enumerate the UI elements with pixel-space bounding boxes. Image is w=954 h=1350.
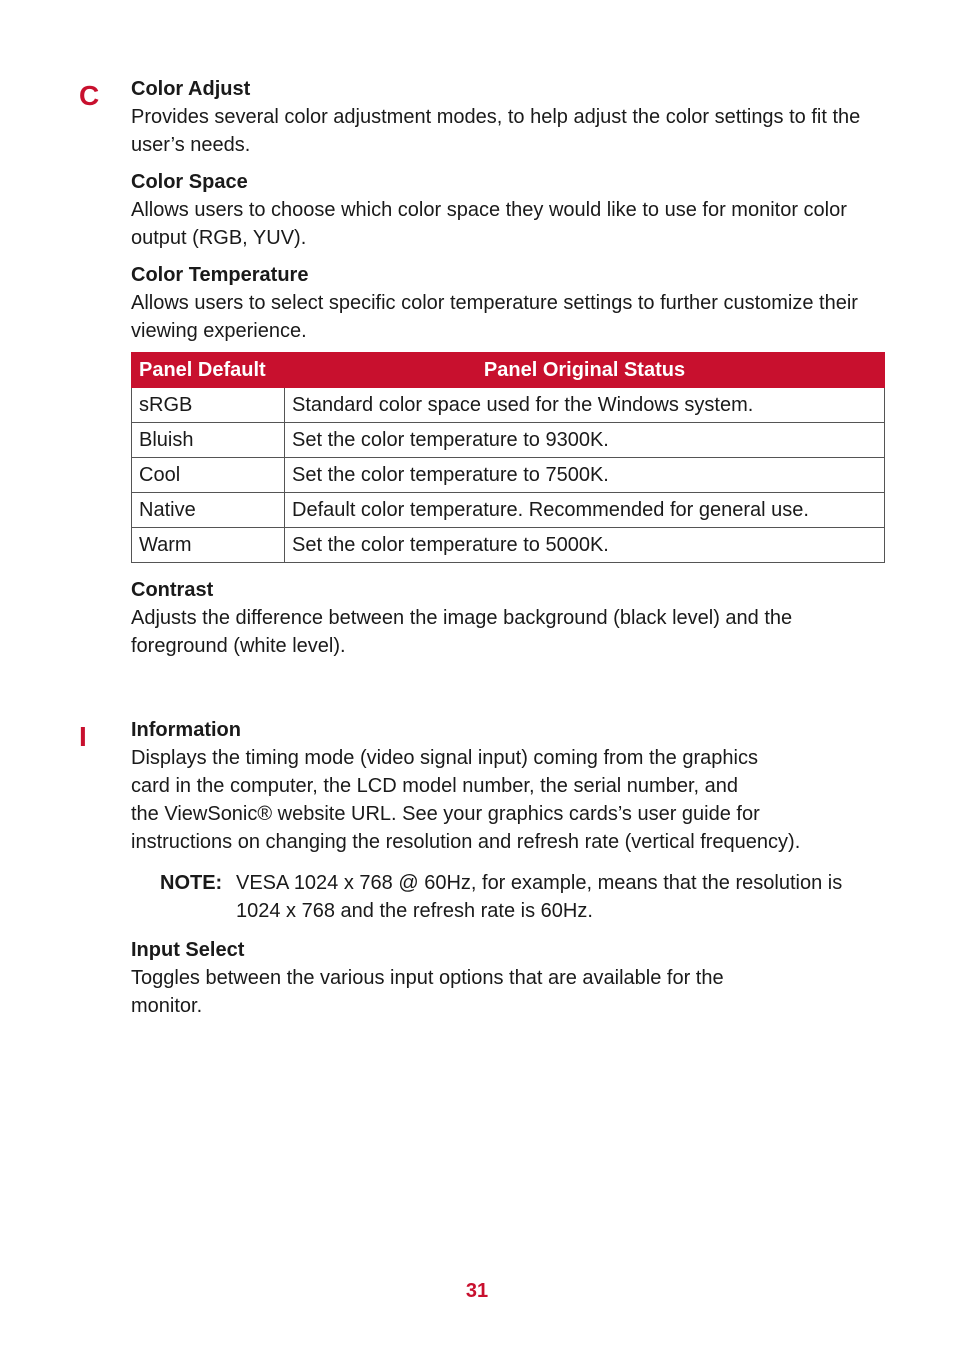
table-row [132, 458, 885, 493]
input-select-title: Input Select [131, 939, 245, 961]
color-temperature-text: Allows users to select specific color temperature settings to further customize their viewing experience. [131, 292, 858, 342]
table-cell-description: Set the color temperature to 5000K. [285, 528, 885, 563]
table-header-panel-default: Panel Default [132, 353, 285, 388]
information-text-line: instructions on changing the resolution and refresh rate (vertical frequency). [131, 831, 801, 853]
information-text [131, 744, 883, 856]
color-adjust-text: Provides several color adjustment modes, to help adjust the color settings to fit the user’s needs. [131, 106, 861, 156]
table-row [132, 493, 885, 528]
table-row [132, 423, 885, 458]
information-section [131, 716, 883, 856]
note-label: NOTE: [160, 872, 223, 894]
information-note [160, 869, 880, 925]
contrast-title: Contrast [131, 579, 214, 601]
table-header-row [132, 353, 885, 388]
input-select-section [131, 936, 883, 1020]
section-letter-i: I [79, 721, 87, 752]
table-cell-mode: Native [132, 493, 285, 528]
page-number: 31 [465, 1280, 489, 1302]
table-cell-mode: sRGB [132, 388, 285, 423]
color-adjust-title: Color Adjust [131, 78, 251, 100]
table-cell-mode: Warm [132, 528, 285, 563]
color-temperature-table [131, 352, 885, 563]
input-select-text-line: Toggles between the various input options that are available for the [131, 967, 724, 989]
information-title: Information [131, 719, 241, 741]
table-cell-description: Set the color temperature to 9300K. [285, 423, 885, 458]
table-cell-description: Default color temperature. Recommended for general use. [285, 493, 885, 528]
color-temperature-section [131, 261, 883, 345]
input-select-text [131, 964, 883, 1020]
note-text: VESA 1024 x 768 @ 60Hz, for example, means that the resolution is 1024 x 768 and the refresh rate is 60Hz. [236, 872, 843, 922]
color-temperature-title: Color Temperature [131, 264, 309, 286]
color-space-section [131, 168, 883, 252]
information-text-line: Displays the timing mode (video signal input) coming from the graphics [131, 747, 758, 769]
table-cell-description: Standard color space used for the Windows system. [285, 388, 885, 423]
contrast-section [131, 576, 883, 660]
color-space-text: Allows users to choose which color space they would like to use for monitor color output (RGB, YUV). [131, 199, 847, 249]
input-select-text-line: monitor. [131, 995, 203, 1017]
table-cell-mode: Cool [132, 458, 285, 493]
information-text-line: card in the computer, the LCD model number, the serial number, and [131, 775, 739, 797]
color-space-title: Color Space [131, 171, 248, 193]
information-text-line: the ViewSonic® website URL. See your graphics cards’s user guide for [131, 803, 760, 825]
color-adjust-section [131, 75, 883, 159]
table-row [132, 388, 885, 423]
table-cell-description: Set the color temperature to 7500K. [285, 458, 885, 493]
contrast-text: Adjusts the difference between the image background (black level) and the foreground (white level). [131, 607, 793, 657]
table-cell-mode: Bluish [132, 423, 285, 458]
table-header-panel-original-status: Panel Original Status [285, 353, 885, 388]
section-letter-c: C [79, 80, 100, 111]
table-row [132, 528, 885, 563]
